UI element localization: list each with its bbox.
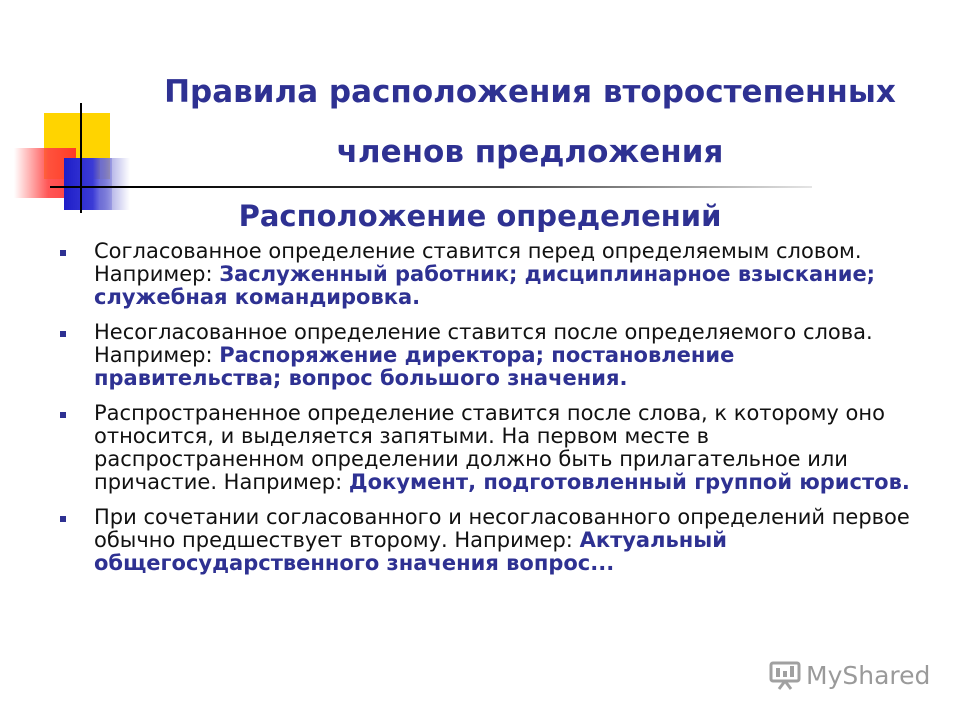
rule-text: Согласованное определение ставится перед определяемым словом. Например:: [94, 239, 862, 286]
bullet-icon: [60, 516, 66, 522]
slide-title: Правила расположения второстепенных членов предложения: [164, 74, 896, 170]
bullet-icon: [60, 412, 66, 418]
list-item: [56, 402, 916, 494]
decoration-vertical-line: [80, 103, 82, 213]
rule-example: Заслуженный работник; дисциплинарное взыскание; служебная командировка.: [94, 262, 876, 309]
presentation-board-icon: [768, 660, 802, 690]
rule-example: Документ, подготовленный группой юристов.: [348, 470, 910, 494]
bullet-icon: [60, 250, 66, 256]
bullet-icon: [60, 331, 66, 337]
rule-text: Распространенное определение ставится после слова, к которому оно относится, и выделяется запятыми. На первом месте в распространенном определении должно быть прилагательное или причастие. Например:: [94, 401, 885, 494]
slide-subtitle: Расположение определений: [238, 199, 722, 233]
rules-list: [56, 240, 916, 587]
list-item: [56, 240, 916, 309]
rule-text: При сочетании согласованного и несогласованного определений первое обычно предшествует второму. Например:: [94, 505, 910, 552]
list-item: [56, 506, 916, 575]
title-underline: [50, 186, 812, 188]
rule-example: Распоряжение директора; постановление правительства; вопрос большого значения.: [94, 343, 735, 390]
watermark-logo: [768, 655, 930, 695]
rule-example: Актуальный общегосударственного значения вопрос...: [94, 528, 727, 575]
corner-decoration: [0, 0, 140, 230]
list-item: [56, 321, 916, 390]
rule-text: Несогласованное определение ставится после определяемого слова. Например:: [94, 320, 873, 367]
watermark-text: MyShared: [806, 660, 931, 690]
